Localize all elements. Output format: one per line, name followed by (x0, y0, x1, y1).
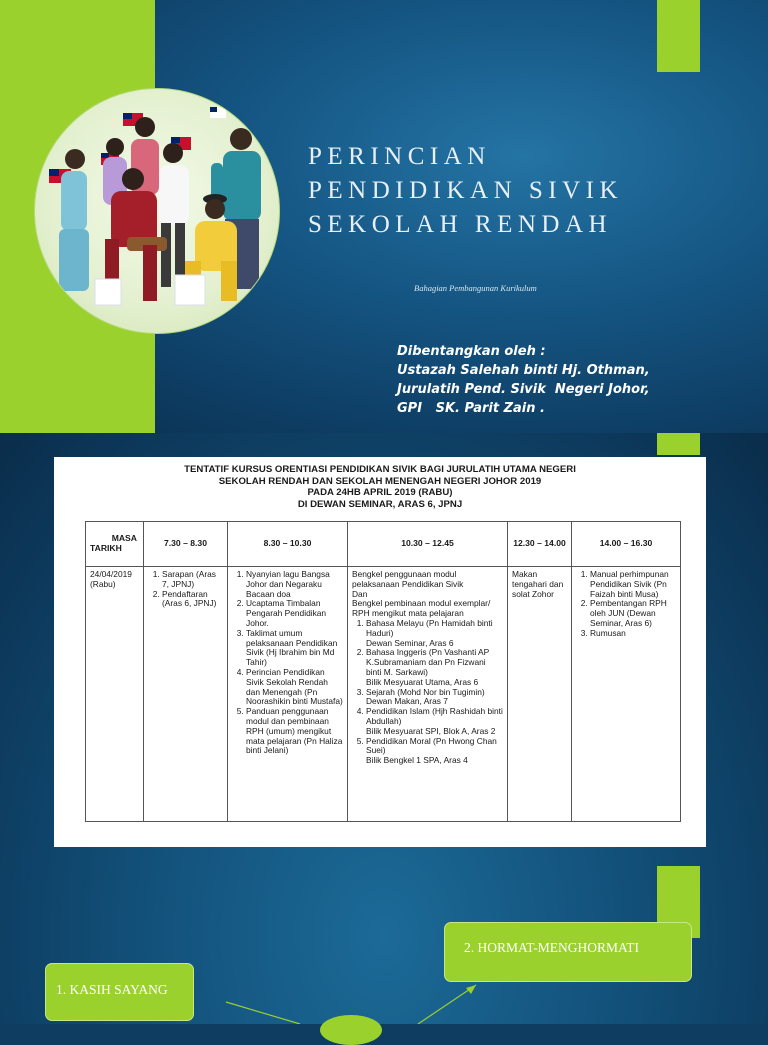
heading-line: PADA 24HB APRIL 2019 (RABU) (307, 487, 453, 498)
presenter-info (397, 342, 650, 418)
presenter-line: Dibentangkan oleh : (397, 344, 546, 359)
table-header-row (86, 522, 681, 567)
schedule-document (54, 457, 706, 847)
venue: Bilik Mesyuarat SPI, Blok A, Aras 2 (366, 725, 496, 736)
heading-line: DI DEWAN SEMINAR, ARAS 6, JPNJ (297, 498, 463, 510)
subject-name: Bahasa Melayu (Pn Hamidah binti Haduri) (366, 617, 493, 638)
list-item: 2. Ucaptama Timbalan Pengarah Pendidikan Johor. (246, 599, 343, 628)
list-item (366, 619, 503, 648)
presenter-line: Jurulatih Pend. Sivik Negeri Johor, (397, 382, 650, 397)
corner-header-cell (86, 522, 144, 567)
subject-name: Sejarah (Mohd Nor bin Tugimin) (366, 686, 485, 697)
title-line: SEKOLAH RENDAH (308, 211, 613, 238)
list-item: 1. Nyanyian lagu Bangsa Johor dan Negaraku Bacaan doa (246, 570, 343, 599)
workshop-intro: Bengkel pembinaan modul exemplar/ RPH mengikut mata pelajaran (352, 598, 491, 619)
list-item: 3. Rumusan (590, 629, 676, 639)
title-line: PENDIDIKAN SIVIK (308, 177, 624, 204)
document-heading (54, 464, 706, 510)
subject-name: Pendidikan Moral (Pn Hwong Chan Suei) (366, 735, 497, 756)
presenter-line: GPI SK. Parit Zain . (397, 401, 545, 416)
session-cell (572, 567, 681, 822)
title-slide (0, 0, 768, 433)
column-header: 7.30 – 8.30 (144, 522, 228, 567)
value-box-hormat-menghormati: 2. HORMAT-MENGHORMATI (444, 922, 692, 982)
date-cell: 24/04/2019 (Rabu) (86, 567, 144, 822)
tarikh-label: TARIKH (90, 543, 122, 553)
venue: Bilik Mesyuarat Utama, Aras 6 (366, 676, 479, 687)
heading-line: SEKOLAH RENDAH DAN SEKOLAH MENENGAH NEGERI JOHOR 2019 (218, 475, 542, 487)
students-photo (34, 88, 280, 334)
column-header: 10.30 – 12.45 (348, 522, 508, 567)
green-corner-tab (657, 433, 700, 455)
schedule-table (85, 521, 681, 822)
masa-label: MASA (111, 533, 137, 544)
column-header: 12.30 – 14.00 (508, 522, 572, 567)
green-corner-tab (657, 0, 700, 72)
list-item (366, 688, 503, 708)
column-header: 8.30 – 10.30 (228, 522, 348, 567)
center-oval (320, 1015, 382, 1045)
subject-name: Pendidikan Islam (Hjh Rashidah binti Abdullah) (366, 706, 503, 726)
venue: Bilik Bengkel 1 SPA, Aras 4 (366, 755, 468, 766)
list-item (366, 648, 503, 687)
session-cell: Makan tengahari dan solat Zohor (508, 567, 572, 822)
list-item: 5. Panduan penggunaan modul dan pembinaan RPH (umum) mengikut mata pelajaran (Pn Haliza binti Jelani) (246, 707, 343, 756)
session-cell (348, 567, 508, 822)
list-item (366, 707, 503, 736)
session-cell (228, 567, 348, 822)
heading-line: TENTATIF KURSUS ORENTIASI PENDIDIKAN SIVIK BAGI JURULATIH UTAMA NEGERI (184, 464, 576, 475)
table-row (86, 567, 681, 822)
division-subtitle: Bahagian Pembangunan Kurikulum (414, 283, 537, 293)
title-line: PERINCIAN (308, 143, 491, 170)
list-item: 1. Sarapan (Aras 7, JPNJ) (162, 570, 223, 590)
list-item: 2. Pendaftaran (Aras 6, JPNJ) (162, 590, 223, 610)
venue: Dewan Makan, Aras 7 (366, 696, 448, 707)
list-item: 3. Taklimat umum pelaksanaan Pendidikan Sivik (Hj Ibrahim bin Md Tahir) (246, 629, 343, 668)
session-cell (144, 567, 228, 822)
venue: Dewan Seminar, Aras 6 (366, 637, 454, 648)
presenter-line: Ustazah Salehah binti Hj. Othman, (397, 363, 650, 378)
subject-name: Bahasa Inggeris (Pn Vashanti AP K.Subramaniam dan Pn Fizwani binti M. Sarkawi) (366, 647, 490, 677)
list-item (366, 737, 503, 766)
column-header: 14.00 – 16.30 (572, 522, 681, 567)
value-box-kasih-sayang: 1. KASIH SAYANG (45, 963, 194, 1021)
list-item: 2. Pembentangan RPH oleh JUN (Dewan Seminar, Aras 6) (590, 599, 676, 628)
list-item: 4. Perincian Pendidikan Sivik Sekolah Rendah dan Menengah (Pn Noorashikin binti Mustafa) (246, 668, 343, 707)
presentation-title (308, 140, 623, 242)
workshop-intro: Dan (352, 588, 368, 599)
workshop-intro: Bengkel penggunaan modul pelaksanaan Pendidikan Sivik (352, 569, 464, 589)
list-item: 1. Manual perhimpunan Pendidikan Sivik (Pn Faizah binti Musa) (590, 570, 676, 599)
